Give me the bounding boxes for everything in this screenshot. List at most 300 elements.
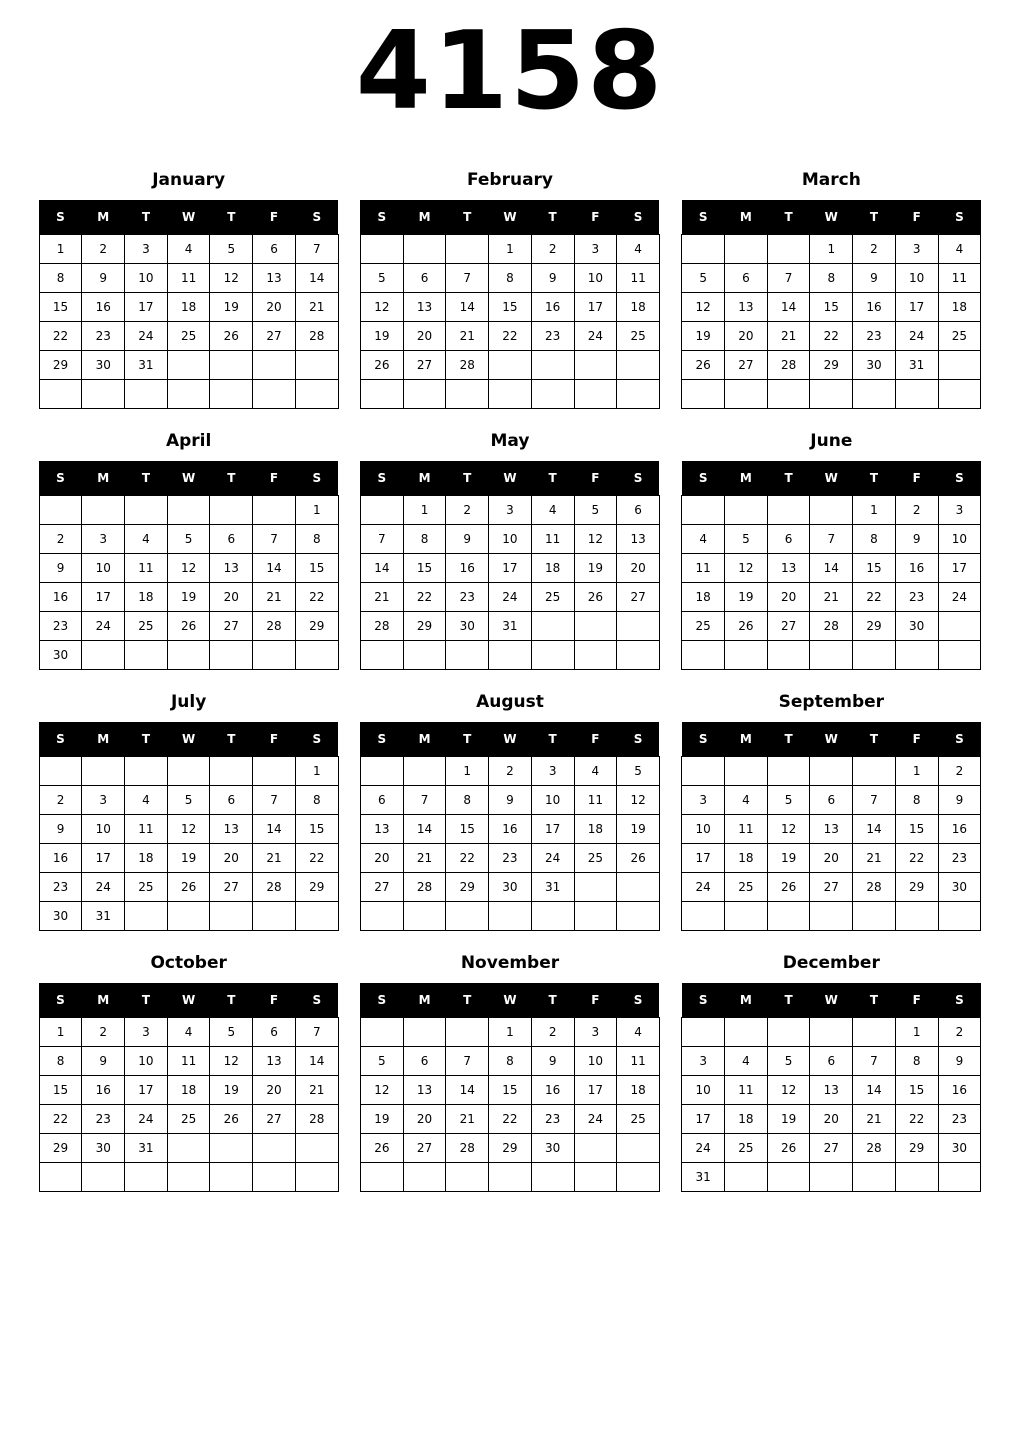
day-cell[interactable]: 23 [82,1105,125,1134]
day-cell[interactable]: 16 [82,293,125,322]
day-cell[interactable]: 25 [531,583,574,612]
day-cell[interactable]: 10 [682,1076,725,1105]
day-cell[interactable]: 24 [574,1105,617,1134]
day-cell[interactable]: 16 [938,1076,981,1105]
day-cell[interactable]: 11 [725,815,768,844]
day-cell[interactable]: 29 [810,351,853,380]
day-cell[interactable]: 28 [446,351,489,380]
day-cell[interactable]: 28 [853,873,896,902]
day-cell[interactable]: 28 [253,873,296,902]
day-cell[interactable]: 28 [253,612,296,641]
day-cell[interactable]: 17 [125,293,168,322]
day-cell[interactable]: 13 [403,1076,446,1105]
day-cell[interactable]: 7 [295,1018,338,1047]
day-cell[interactable]: 25 [167,1105,210,1134]
day-cell[interactable]: 13 [253,1047,296,1076]
day-cell[interactable]: 17 [82,844,125,873]
day-cell[interactable]: 4 [725,786,768,815]
day-cell[interactable]: 29 [489,1134,532,1163]
day-cell[interactable]: 2 [82,235,125,264]
day-cell[interactable]: 29 [295,612,338,641]
day-cell[interactable]: 24 [895,322,938,351]
day-cell[interactable]: 16 [895,554,938,583]
day-cell[interactable]: 22 [810,322,853,351]
day-cell[interactable]: 5 [210,235,253,264]
day-cell[interactable]: 20 [617,554,660,583]
day-cell[interactable]: 22 [39,322,82,351]
day-cell[interactable]: 6 [253,235,296,264]
day-cell[interactable]: 1 [295,496,338,525]
day-cell[interactable]: 17 [531,815,574,844]
day-cell[interactable]: 3 [574,235,617,264]
day-cell[interactable]: 20 [403,322,446,351]
day-cell[interactable]: 26 [767,1134,810,1163]
day-cell[interactable]: 5 [360,264,403,293]
day-cell[interactable]: 31 [125,351,168,380]
day-cell[interactable]: 7 [446,264,489,293]
day-cell[interactable]: 6 [403,264,446,293]
day-cell[interactable]: 27 [210,873,253,902]
day-cell[interactable]: 29 [895,1134,938,1163]
day-cell[interactable]: 15 [295,554,338,583]
day-cell[interactable]: 3 [531,757,574,786]
day-cell[interactable]: 6 [360,786,403,815]
day-cell[interactable]: 16 [39,583,82,612]
day-cell[interactable]: 31 [895,351,938,380]
day-cell[interactable]: 10 [82,815,125,844]
day-cell[interactable]: 21 [853,1105,896,1134]
day-cell[interactable]: 7 [853,786,896,815]
day-cell[interactable]: 19 [360,1105,403,1134]
day-cell[interactable]: 15 [853,554,896,583]
day-cell[interactable]: 15 [810,293,853,322]
day-cell[interactable]: 31 [489,612,532,641]
day-cell[interactable]: 7 [253,786,296,815]
day-cell[interactable]: 1 [895,1018,938,1047]
day-cell[interactable]: 26 [360,351,403,380]
day-cell[interactable]: 12 [574,525,617,554]
day-cell[interactable]: 27 [403,1134,446,1163]
day-cell[interactable]: 11 [617,264,660,293]
day-cell[interactable]: 22 [403,583,446,612]
day-cell[interactable]: 28 [295,1105,338,1134]
day-cell[interactable]: 9 [853,264,896,293]
day-cell[interactable]: 4 [682,525,725,554]
day-cell[interactable]: 24 [489,583,532,612]
day-cell[interactable]: 31 [82,902,125,931]
day-cell[interactable]: 11 [125,554,168,583]
day-cell[interactable]: 5 [167,525,210,554]
day-cell[interactable]: 21 [295,293,338,322]
day-cell[interactable]: 13 [253,264,296,293]
day-cell[interactable]: 17 [574,1076,617,1105]
day-cell[interactable]: 8 [39,264,82,293]
day-cell[interactable]: 15 [39,1076,82,1105]
day-cell[interactable]: 17 [938,554,981,583]
day-cell[interactable]: 24 [574,322,617,351]
day-cell[interactable]: 19 [210,1076,253,1105]
day-cell[interactable]: 10 [489,525,532,554]
day-cell[interactable]: 9 [82,1047,125,1076]
day-cell[interactable]: 4 [167,235,210,264]
day-cell[interactable]: 9 [938,786,981,815]
day-cell[interactable]: 26 [167,873,210,902]
day-cell[interactable]: 12 [167,554,210,583]
day-cell[interactable]: 5 [167,786,210,815]
day-cell[interactable]: 8 [39,1047,82,1076]
day-cell[interactable]: 21 [446,322,489,351]
day-cell[interactable]: 2 [446,496,489,525]
day-cell[interactable]: 31 [682,1163,725,1192]
day-cell[interactable]: 15 [295,815,338,844]
day-cell[interactable]: 8 [853,525,896,554]
day-cell[interactable]: 11 [167,264,210,293]
day-cell[interactable]: 30 [938,873,981,902]
day-cell[interactable]: 21 [853,844,896,873]
day-cell[interactable]: 24 [682,873,725,902]
day-cell[interactable]: 15 [895,1076,938,1105]
day-cell[interactable]: 7 [810,525,853,554]
day-cell[interactable]: 2 [82,1018,125,1047]
day-cell[interactable]: 1 [39,1018,82,1047]
day-cell[interactable]: 21 [253,844,296,873]
day-cell[interactable]: 3 [682,786,725,815]
day-cell[interactable]: 26 [210,322,253,351]
day-cell[interactable]: 12 [617,786,660,815]
day-cell[interactable]: 19 [574,554,617,583]
day-cell[interactable]: 12 [167,815,210,844]
day-cell[interactable]: 20 [767,583,810,612]
day-cell[interactable]: 3 [682,1047,725,1076]
day-cell[interactable]: 1 [489,1018,532,1047]
day-cell[interactable]: 21 [446,1105,489,1134]
day-cell[interactable]: 20 [253,293,296,322]
day-cell[interactable]: 7 [253,525,296,554]
day-cell[interactable]: 18 [617,1076,660,1105]
day-cell[interactable]: 3 [895,235,938,264]
day-cell[interactable]: 20 [810,1105,853,1134]
day-cell[interactable]: 10 [682,815,725,844]
day-cell[interactable]: 4 [531,496,574,525]
day-cell[interactable]: 7 [853,1047,896,1076]
day-cell[interactable]: 19 [725,583,768,612]
day-cell[interactable]: 14 [810,554,853,583]
day-cell[interactable]: 26 [574,583,617,612]
day-cell[interactable]: 17 [82,583,125,612]
day-cell[interactable]: 12 [360,293,403,322]
day-cell[interactable]: 12 [682,293,725,322]
day-cell[interactable]: 27 [617,583,660,612]
day-cell[interactable]: 22 [489,1105,532,1134]
day-cell[interactable]: 2 [853,235,896,264]
day-cell[interactable]: 16 [82,1076,125,1105]
day-cell[interactable]: 16 [531,293,574,322]
day-cell[interactable]: 20 [725,322,768,351]
day-cell[interactable]: 21 [360,583,403,612]
day-cell[interactable]: 9 [531,264,574,293]
day-cell[interactable]: 25 [125,612,168,641]
day-cell[interactable]: 26 [767,873,810,902]
day-cell[interactable]: 8 [489,1047,532,1076]
day-cell[interactable]: 13 [810,1076,853,1105]
day-cell[interactable]: 4 [125,525,168,554]
day-cell[interactable]: 27 [210,612,253,641]
day-cell[interactable]: 28 [853,1134,896,1163]
day-cell[interactable]: 23 [531,322,574,351]
day-cell[interactable]: 14 [295,264,338,293]
day-cell[interactable]: 25 [167,322,210,351]
day-cell[interactable]: 5 [725,525,768,554]
day-cell[interactable]: 16 [39,844,82,873]
day-cell[interactable]: 14 [853,815,896,844]
day-cell[interactable]: 26 [167,612,210,641]
day-cell[interactable]: 1 [295,757,338,786]
day-cell[interactable]: 26 [210,1105,253,1134]
day-cell[interactable]: 18 [938,293,981,322]
day-cell[interactable]: 5 [360,1047,403,1076]
day-cell[interactable]: 2 [938,1018,981,1047]
day-cell[interactable]: 29 [853,612,896,641]
day-cell[interactable]: 13 [767,554,810,583]
day-cell[interactable]: 1 [810,235,853,264]
day-cell[interactable]: 4 [725,1047,768,1076]
day-cell[interactable]: 24 [531,844,574,873]
day-cell[interactable]: 1 [895,757,938,786]
day-cell[interactable]: 2 [39,786,82,815]
day-cell[interactable]: 1 [489,235,532,264]
day-cell[interactable]: 26 [682,351,725,380]
day-cell[interactable]: 13 [810,815,853,844]
day-cell[interactable]: 23 [938,1105,981,1134]
day-cell[interactable]: 22 [295,844,338,873]
day-cell[interactable]: 11 [682,554,725,583]
day-cell[interactable]: 6 [210,525,253,554]
day-cell[interactable]: 6 [403,1047,446,1076]
day-cell[interactable]: 30 [39,902,82,931]
day-cell[interactable]: 15 [489,1076,532,1105]
day-cell[interactable]: 10 [574,264,617,293]
day-cell[interactable]: 14 [403,815,446,844]
day-cell[interactable]: 31 [531,873,574,902]
day-cell[interactable]: 9 [489,786,532,815]
day-cell[interactable]: 26 [617,844,660,873]
day-cell[interactable]: 13 [617,525,660,554]
day-cell[interactable]: 20 [210,583,253,612]
day-cell[interactable]: 18 [574,815,617,844]
day-cell[interactable]: 7 [403,786,446,815]
day-cell[interactable]: 30 [82,1134,125,1163]
day-cell[interactable]: 30 [82,351,125,380]
day-cell[interactable]: 22 [895,1105,938,1134]
day-cell[interactable]: 28 [295,322,338,351]
day-cell[interactable]: 22 [446,844,489,873]
day-cell[interactable]: 9 [82,264,125,293]
day-cell[interactable]: 6 [617,496,660,525]
day-cell[interactable]: 16 [531,1076,574,1105]
day-cell[interactable]: 14 [253,554,296,583]
day-cell[interactable]: 13 [360,815,403,844]
day-cell[interactable]: 1 [39,235,82,264]
day-cell[interactable]: 27 [253,322,296,351]
day-cell[interactable]: 22 [39,1105,82,1134]
day-cell[interactable]: 13 [210,554,253,583]
day-cell[interactable]: 1 [446,757,489,786]
day-cell[interactable]: 10 [895,264,938,293]
day-cell[interactable]: 2 [39,525,82,554]
day-cell[interactable]: 7 [767,264,810,293]
day-cell[interactable]: 5 [617,757,660,786]
day-cell[interactable]: 25 [725,873,768,902]
day-cell[interactable]: 14 [446,1076,489,1105]
day-cell[interactable]: 9 [39,815,82,844]
day-cell[interactable]: 2 [531,235,574,264]
day-cell[interactable]: 22 [489,322,532,351]
day-cell[interactable]: 18 [167,1076,210,1105]
day-cell[interactable]: 23 [82,322,125,351]
day-cell[interactable]: 10 [82,554,125,583]
day-cell[interactable]: 27 [725,351,768,380]
day-cell[interactable]: 27 [360,873,403,902]
day-cell[interactable]: 14 [360,554,403,583]
day-cell[interactable]: 19 [617,815,660,844]
day-cell[interactable]: 8 [489,264,532,293]
day-cell[interactable]: 16 [938,815,981,844]
day-cell[interactable]: 17 [574,293,617,322]
day-cell[interactable]: 14 [853,1076,896,1105]
day-cell[interactable]: 25 [617,322,660,351]
day-cell[interactable]: 24 [125,1105,168,1134]
day-cell[interactable]: 24 [82,612,125,641]
day-cell[interactable]: 27 [403,351,446,380]
day-cell[interactable]: 3 [574,1018,617,1047]
day-cell[interactable]: 17 [682,844,725,873]
day-cell[interactable]: 25 [574,844,617,873]
day-cell[interactable]: 19 [210,293,253,322]
day-cell[interactable]: 24 [938,583,981,612]
day-cell[interactable]: 12 [210,1047,253,1076]
day-cell[interactable]: 21 [810,583,853,612]
day-cell[interactable]: 18 [531,554,574,583]
day-cell[interactable]: 15 [489,293,532,322]
day-cell[interactable]: 14 [295,1047,338,1076]
day-cell[interactable]: 5 [767,1047,810,1076]
day-cell[interactable]: 4 [167,1018,210,1047]
day-cell[interactable]: 13 [210,815,253,844]
day-cell[interactable]: 19 [767,1105,810,1134]
day-cell[interactable]: 10 [574,1047,617,1076]
day-cell[interactable]: 17 [682,1105,725,1134]
day-cell[interactable]: 28 [446,1134,489,1163]
day-cell[interactable]: 11 [125,815,168,844]
day-cell[interactable]: 11 [531,525,574,554]
day-cell[interactable]: 30 [853,351,896,380]
day-cell[interactable]: 30 [938,1134,981,1163]
day-cell[interactable]: 29 [39,1134,82,1163]
day-cell[interactable]: 13 [403,293,446,322]
day-cell[interactable]: 6 [725,264,768,293]
day-cell[interactable]: 25 [617,1105,660,1134]
day-cell[interactable]: 8 [895,1047,938,1076]
day-cell[interactable]: 19 [682,322,725,351]
day-cell[interactable]: 8 [295,786,338,815]
day-cell[interactable]: 1 [853,496,896,525]
day-cell[interactable]: 7 [360,525,403,554]
day-cell[interactable]: 27 [810,873,853,902]
day-cell[interactable]: 18 [167,293,210,322]
day-cell[interactable]: 5 [767,786,810,815]
day-cell[interactable]: 25 [938,322,981,351]
day-cell[interactable]: 30 [39,641,82,670]
day-cell[interactable]: 23 [853,322,896,351]
day-cell[interactable]: 15 [403,554,446,583]
day-cell[interactable]: 16 [489,815,532,844]
day-cell[interactable]: 30 [531,1134,574,1163]
day-cell[interactable]: 19 [767,844,810,873]
day-cell[interactable]: 21 [403,844,446,873]
day-cell[interactable]: 6 [253,1018,296,1047]
day-cell[interactable]: 23 [938,844,981,873]
day-cell[interactable]: 20 [253,1076,296,1105]
day-cell[interactable]: 16 [446,554,489,583]
day-cell[interactable]: 14 [767,293,810,322]
day-cell[interactable]: 25 [125,873,168,902]
day-cell[interactable]: 3 [82,525,125,554]
day-cell[interactable]: 23 [489,844,532,873]
day-cell[interactable]: 12 [210,264,253,293]
day-cell[interactable]: 4 [617,235,660,264]
day-cell[interactable]: 10 [938,525,981,554]
day-cell[interactable]: 14 [446,293,489,322]
day-cell[interactable]: 17 [125,1076,168,1105]
day-cell[interactable]: 24 [682,1134,725,1163]
day-cell[interactable]: 21 [253,583,296,612]
day-cell[interactable]: 13 [725,293,768,322]
day-cell[interactable]: 11 [938,264,981,293]
day-cell[interactable]: 12 [767,1076,810,1105]
day-cell[interactable]: 2 [489,757,532,786]
day-cell[interactable]: 14 [253,815,296,844]
day-cell[interactable]: 4 [938,235,981,264]
day-cell[interactable]: 9 [446,525,489,554]
day-cell[interactable]: 24 [82,873,125,902]
day-cell[interactable]: 4 [617,1018,660,1047]
day-cell[interactable]: 9 [39,554,82,583]
day-cell[interactable]: 18 [125,583,168,612]
day-cell[interactable]: 11 [574,786,617,815]
day-cell[interactable]: 16 [853,293,896,322]
day-cell[interactable]: 4 [125,786,168,815]
day-cell[interactable]: 30 [489,873,532,902]
day-cell[interactable]: 5 [682,264,725,293]
day-cell[interactable]: 22 [853,583,896,612]
day-cell[interactable]: 22 [895,844,938,873]
day-cell[interactable]: 2 [938,757,981,786]
day-cell[interactable]: 18 [725,1105,768,1134]
day-cell[interactable]: 21 [767,322,810,351]
day-cell[interactable]: 18 [682,583,725,612]
day-cell[interactable]: 24 [125,322,168,351]
day-cell[interactable]: 28 [767,351,810,380]
day-cell[interactable]: 15 [446,815,489,844]
day-cell[interactable]: 6 [210,786,253,815]
day-cell[interactable]: 1 [403,496,446,525]
day-cell[interactable]: 9 [895,525,938,554]
day-cell[interactable]: 9 [938,1047,981,1076]
day-cell[interactable]: 3 [82,786,125,815]
day-cell[interactable]: 26 [360,1134,403,1163]
day-cell[interactable]: 8 [810,264,853,293]
day-cell[interactable]: 20 [403,1105,446,1134]
